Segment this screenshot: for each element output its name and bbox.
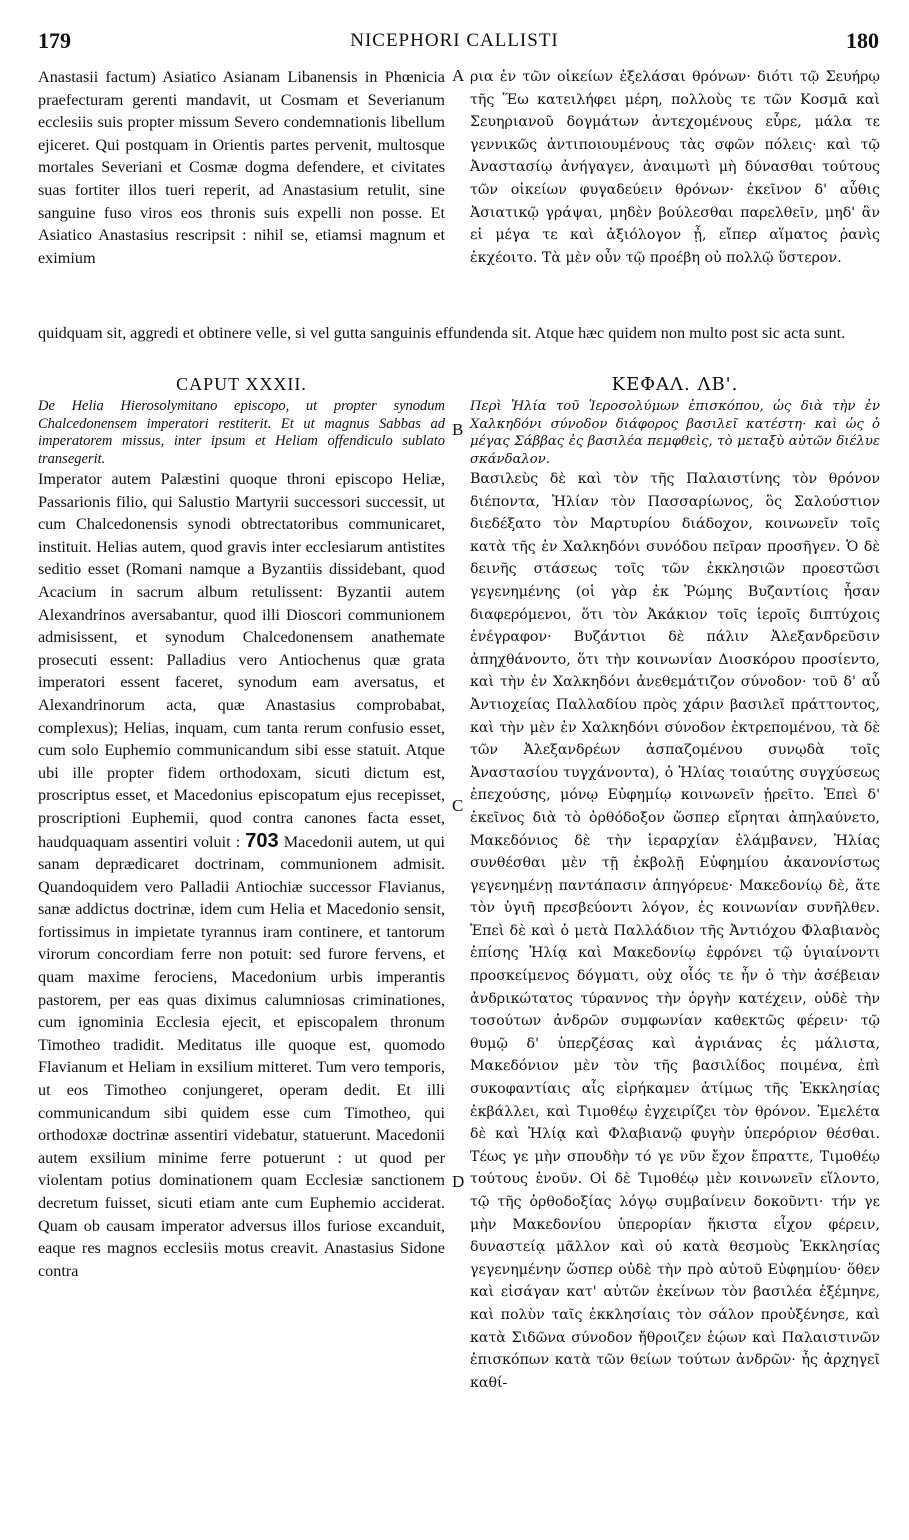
greek-chapter-summary: Περὶ Ἠλία τοῦ Ἱεροσολύμων ἐπισκόπου, ὡς διὰ τὴν ἐν Χαλκηδόνι σύνοδον διάφορος βασιλεῖ κατέστη· καὶ ὡς ὁ μέγας Σάββας ἐς βασιλέα πεμφθεὶς, τὸ μεταξὺ αὐτῶν διέλυε σκάνδαλον. (470, 399, 880, 467)
latin-column-body (38, 468, 445, 1518)
left-page-number: 179 (38, 28, 71, 53)
full-width-line: quidquam sit, aggredi et obtinere velle, si vel gutta sanguinis effundenda sit. Atque hæc quidem non multo post sic acta sunt. (38, 324, 846, 342)
running-title: NICEPHORI CALLISTI (350, 30, 559, 51)
greek-chapter-title: ΚΕΦΑΛ. ΛΒ'. (611, 374, 739, 395)
margin-letter-d: D (452, 1172, 465, 1191)
margin-letter-b: B (452, 420, 464, 439)
greek-column-top (470, 66, 880, 314)
latin-paragraph-top: Anastasii factum) Asiatico Asianam Libanensis in Phœnicia praefecturam gerenti mandavit, ut Cosmam et Severianum ecclesiis suis propter missum Severo condemnationis libellum ejiceret. Qui postquam in Orientis partes pervenit, multosque mortales Severiani et Cosmæ dogma defendere, et civitates suas fortiter illos tueri reperit, ad Anastasium retulit, sine sanguine fuso viros eos thronis suis expelli non posse. Et Asiatico Anastasius rescripsit : nihil se, etiamsi magnum et eximium (38, 68, 445, 267)
page-header (30, 28, 879, 62)
greek-paragraph-body: Βασιλεὺς δὲ καὶ τὸν τῆς Παλαιστίνης τὸν θρόνον διέποντα, Ἠλίαν τὸν Πασσαρίωνος, ὃς Σαλούστιον διεδέξατο τὸν Μαρτυρίου διάδοχον, κοινωνεῖν τοῖς κατὰ τῆς ἐν Χαλκηδόνι συνόδου πεῖραν προσῆγεν. Ὁ δὲ δεινῆς στάσεως τοῖς τῶν ἐκκλησιῶν προεστῶσι γεγενημένης (οἱ γὰρ ἐκ Ῥώμης Βυζαντίοις ἦσαν διαφερόμενοι, ὅτι τὸν Ἀκάκιον τοῖς ἱεροῖς διπτύχοις ἐνέγραφον· Βυζάντιοι δὲ πάλιν Ἀλεξανδρεῦσιν ἀπηχθάνοντο, ὅτι τὴν κοινωνίαν Διοσκόρου προσίεντο, καὶ τὴν ἐν Χαλκηδόνι ἀνεθεμάτιζον σύνοδον· τοῦ δ' αὖ Ἀντιοχείας Παλλαδίου πρὸς χάριν βασιλεῖ πράττοντος, καὶ τὴν μὲν ἐν Χαλκηδόνι σύνοδον ἐκτρεπομένου, τὰ δὲ τῶν Ἀλεξανδρέων ἀσπαζομένου συνῳδὰ τοῖς Ἀναστασίου τυγχάνοντα), ὁ Ἠλίας τοιαύτης συγχύσεως ἐπεχούσης, μόνῳ Εὐφημίῳ κοινωνεῖν ᾑρεῖτο. Ἐπεὶ δ' ἐκεῖνος διὰ τὸ ὀρθόδοξον ὥσπερ εἴρηται ἀπηλαύνετο, Μακεδόνιος δὲ τὴν ἱεραρχίαν ἐλάμβανεν, Ἠλίας συνθέσθαι μὲν τῇ ἐκβολῇ Εὐφημίου ἀκανονίστως γεγενημένῃ παντάπασιν ἀπηγόρευε· Μακεδονίῳ δὲ, ἅτε τὸν ὑγιῆ πρεσβεύοντι λόγον, ἐς κοινωνίαν συνῆλθεν. Ἐπεὶ δὲ καὶ ὁ μετὰ Παλλάδιον τῆς Ἀντιόχου Φλαβιανὸς ἐπίσης Ἠλίᾳ καὶ Μακεδονίῳ ἐφρόνει τῷ ὑγιαίνοντι προσκείμενος δόγματι, οὐχ οἷός τε ἦν ὁ τὴν ἀσέβειαν ἀνδρικώτατος τύραννος τὴν ὀργὴν κατέχειν, οὐδὲ τὴν τοσούτων ἀνδρῶν συμφωνίαν καθεκτῶς φέρειν· τῷ θυμῷ δ' ὑπερζέσας καὶ ἀγριάνας ἐς μάλιστα, Μακεδόνιον μὲν τὸν τῆς βασιλίδος ποιμένα, ἐπὶ συκοφαντίαις αἷς εἰρήκαμεν ἀτίμως τῆς Ἐκκλησίας ἐκβάλλει, καὶ Τιμοθέῳ ἐγχειρίζει τὸν θρόνον. Ἐμελέτα δὲ καὶ Ἠλίᾳ καὶ Φλαβιανῷ φυγὴν ὑπερόριον θέσθαι. Τέως γε μὴν σπουδὴν τό γε νῦν ἔχον ἔπραττε, Τιμοθέῳ τούτους ἑνοῦν. Οἱ δὲ Τιμοθέῳ μὲν κοινωνεῖν εἵλοντο, τῷ τῆς ὀρθοδοξίας λόγῳ συμβαίνειν δοκοῦντι· τήν γε μὴν Μακεδονίου ὑπερορίαν ἥκιστα εἶχον φέρειν, δυναστείᾳ μᾶλλον καὶ οὐ κατὰ θεσμοὺς Ἐκκλησίας γεγενημένην ὥσπερ οὐδὲ τὴν πρὸ αὐτοῦ Εὐφημίου· ὅθεν καὶ εἰσάγαν κατ' αὐτῶν ἐκείνων τὸν βασιλέα ἐξέμηνε, καὶ πολὺν ταῖς ἐκκλησίαις τὸν σάλον προὐξένησε, καὶ κατὰ Σιδῶνα σύνοδον ἤθροιζεν ἑῴων καὶ Παλαιστινῶν ἐπισκόπων κατὰ τῶν θείων τούτων ἀνδρῶν· ἧς ἀρχηγεῖ καθί- (470, 471, 880, 1391)
latin-paragraph-body (38, 468, 445, 1282)
latin-column-top (38, 66, 445, 314)
greek-paragraph-top: ρια ἐν τῶν οἰκείων ἐξελάσαι θρόνων· διότι τῷ Σευήρῳ τῆς Ἕω κατειλήφει μέρη, πολλοὺς τε τῶν Κοσμᾶ καὶ Σευηριανοῦ δογμάτων ἀντεχομένους εὗρε, μάλα τε γεννικῶς ἀντιποιουμένους τὰς σφῶν πόλεις· καὶ τῷ Ἀναστασίῳ ἀνήγαγεν, ἀναιμωτὶ μὴ δύνασθαι τούτους τῶν οἰκείων φυγαδεύειν θρόνων· ἐκεῖνον δ' αὖθις Ἀσιατικῷ γράψαι, μηδὲν βούλεσθαι παρελθεῖν, μηδ' ἂν εἰ μέγα τε καὶ ἀξιόλογον ᾖ, εἴπερ αἵματος ῥανὶς ἐκχέοιτο. Τὰ μὲν οὖν τῷ προέβη οὐ πολλῷ ὕστερον. (470, 69, 880, 266)
latin-text-before: Imperator autem Palæstini quoque throni episcopo Heliæ, Passarionis filio, qui Salustio Martyrii successori successit, ut cum Chalcedonensis synodi obtrectatoribus communicaret, instituit. Helias autem, quod gravis inter ecclesiarum antistites seditio esset (Romani namque a Byzantiis dissidebant, quod Acacium in sacrum album retulissent: Byzantii autem Alexandrinos aversabantur, quod illi Dioscori communionem admisissent, et synodum Chalcedonensem anathemate prosecuti essent: Palladius vero Antiochenus quæ grata imperatori essent faceret, synodum eam aversatus, et Alexandrinorum acta, quæ Anastasius comprobabat, complexus); Helias, inquam, cum tanta rerum confusio esset, cum solo Euphemio communicandum sibi esse statuit. Atque ubi ille propter fidem orthodoxam, sicuti dictum est, proscriptus esset, et Macedonius episcopatum ejus recepisset, proscriptioni Euphemii, quod contra canones facta esset, haudquaquam assentiri voluit : (38, 470, 445, 851)
margin-letter-a: A (452, 66, 465, 85)
greek-column-body (470, 468, 880, 1518)
column-number: 703 (245, 829, 279, 852)
latin-text-after: Macedonii autem, ut qui sanam deprædicaret doctrinam, communionem admisit. Quandoquidem vero Palladii Antiochiæ successor Flavianus, sanæ addictus doctrinæ, idem cum Helia et Macedonio sensit, fortissimus in impietate tyrannus iram continere, et tantorum virorum concordiam ferre non potuit: sed furore fervens, et quam maxime ferociens, Macedonium urbis imperantis pastorem, per eas quas diximus calumniosas criminationes, cum ignominia Ecclesia ejecit, et episcopalem thronum Timotheo tradidit. Meditatus ille quoque est, quomodo Flavianum et Heliam in exsilium mitteret. Tum vero temporis, ut eos Timotheo conjungeret, operam dedit. Et illi communicandum sibi quidem esse cum Timotheo, qui orthodoxæ doctrinæ assentiri videbatur, statuerunt. Macedonii autem exsilium minime ferre potuerunt : ut quod per violentam potius dominationem quam Ecclesiæ sanctionem decretum fuisset, sicuti etiam ante cum Euphemio acciderat. Quam ob causam imperator adversus illos furiose excanduit, eaque res magnos ecclesiis motus creavit. Anastasius Sidone contra (38, 832, 445, 1280)
latin-chapter-summary: De Helia Hierosolymitano episcopo, ut propter synodum Chalcedonensem imperatori restiterit. Et ut magnus Sabbas ad imperatorem missus, inter ipsum et Heliam offendiculo sublato transegerit. (38, 398, 445, 467)
right-page-number: 180 (846, 28, 879, 53)
margin-letter-c: C (452, 796, 464, 815)
latin-chapter-title: CAPUT XXXII. (176, 374, 307, 394)
